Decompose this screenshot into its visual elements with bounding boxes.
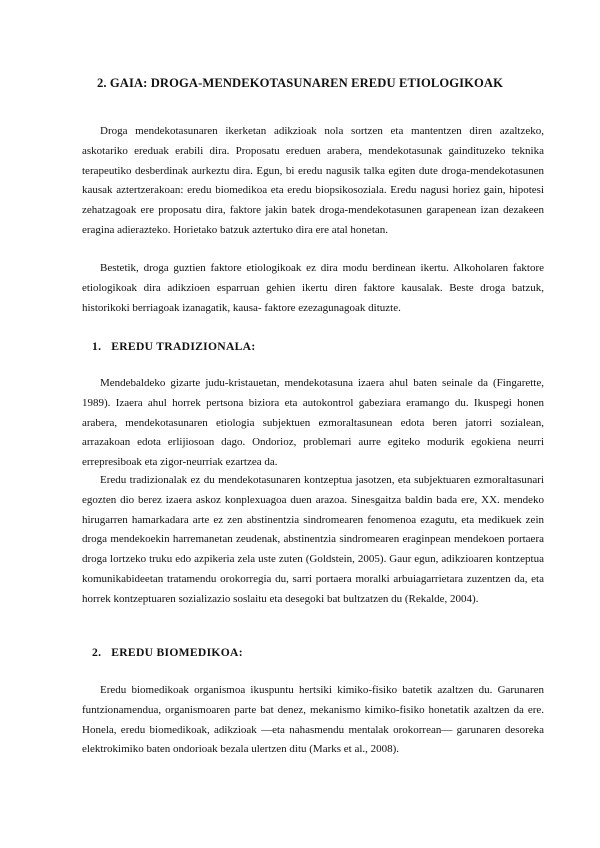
body-paragraph: Eredu biomedikoak organismoa ikuspuntu hertsiki kimiko-fisiko batetik azaltzen du. Garunaren funtzionamendua, organismoaren parte bat denez, mekanismo kimiko-fisiko honetatik azaltzen da ere. Honela, eredu biomedikoak, adikzioak —eta nahasmendu mentalak orokorrean— garunaren desoreka elektrokimiko baten ondorioak bezala ulertzen ditu (Marks et al., 2008). [82,684,544,756]
intro-paragraph: Bestetik, droga guztien faktore etiologikoak ez dira modu berdinean ikertu. Alkoholaren faktore etiologikoak dira adikzioen esparruan gehien ikertu diren faktore kausalak. Beste droga batzuk, historikoki berriagoak izanagatik, kausa- faktore ezezagunagoak dituzte. [82,262,544,314]
body-paragraph: Eredu tradizionalak ez du mendekotasunaren kontzeptua jasotzen, eta subjektuaren ezmoraltasunari egozten dio berez izaera askoz konplexuagoa duen arazoa. Sinesgaitza baldin bada ere, XX. mendeko hirugarren hamarkadara arte ez zen abstinentzia sindromearen fenomenoa ezagutu, eta medikuek zein droga mendekoekin harremanetan zeudenak, abstinentzia sindromearen eraginpean mendekoen portaera droga lortzeko truku edo azpikeria zela uste zuten (Goldstein, 2005). Gaur egun, adikzioaren kontzeptua komunikabideetan tratamendu orokorregia du, sarri portaera moralki arbuiagarrietara zuzentzen da, eta horrek kontzeptuaren sozializazio soslaitu eta desegoki bat bultzatzen du (Rekalde, 2004). [82,474,544,605]
section-number: 1. [92,340,102,353]
section-heading-tradizionala [92,340,256,353]
section-title: EREDU BIOMEDIKOA: [111,646,243,659]
section-title: EREDU TRADIZIONALA: [111,340,256,353]
section-number: 2. [92,646,102,659]
page-title: 2. GAIA: DROGA-MENDEKOTASUNAREN EREDU ETIOLOGIKOAK [96,76,504,90]
body-paragraph: Mendebaldeko gizarte judu-kristauetan, mendekotasuna izaera ahul baten seinale da (Fingarette, 1989). Izaera ahul horrek pertsona biziora eta autokontrol gabeziara eramango du. Ikuspegi honen arabera, mendekotasunaren etiologia subjektuen ezmoraltasunean edota beren jatorri sozialean, arrazakoan edota erlijiosoan dago. Ondorioz, problemari aurre egiteko modurik egokiena neurri errepresiboak eta zigor-neurriak ezartzea da. [82,377,544,469]
section-heading-biomedikoa [92,646,243,659]
intro-paragraph: Droga mendekotasunaren ikerketan adikzioak nola sortzen eta mantentzen diren azaltzeko, askotariko ereduak erabili dira. Proposatu ereduen arabera, mendekotasunak gaindituzeko teknika terapeutiko desberdinak aurkeztu dira. Egun, bi eredu nagusik talka egiten dute droga-mendekotasunen kausak aztertzerakoan: eredu biomedikoa eta eredu biopsikosoziala. Eredu nagusi horiez gain, hipotesi zehatzagoak ere proposatu dira, faktore jakin batek droga-mendekotasunen garapenean izan dezakeen eragina adierazteko. Horietako batzuk aztertuko dira ere atal honetan. [82,125,544,236]
